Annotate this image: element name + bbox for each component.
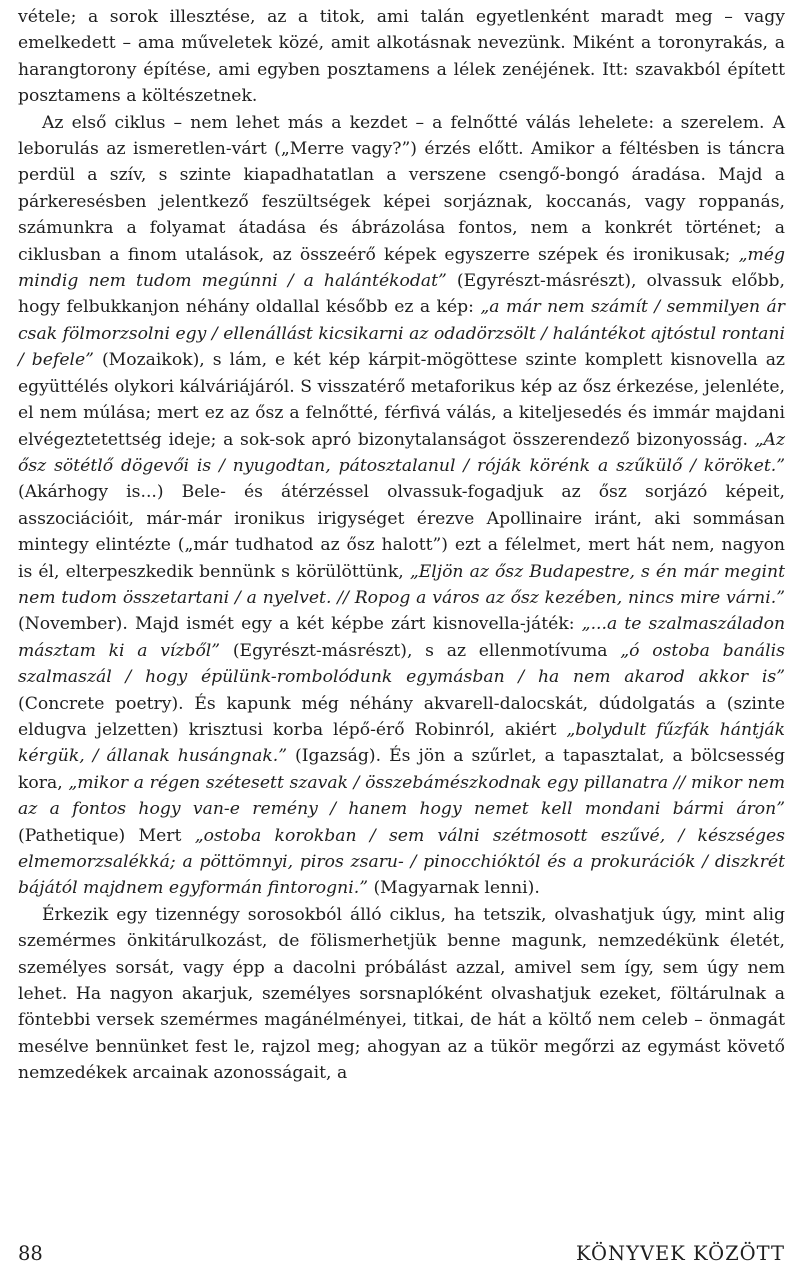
text-run: vétele; a sorok illesztése, az a titok, ami talán egyetlenként maradt meg – vagy emelkedett – ama műveletek közé, amit alkotásnak nevezünk. Miként a toronyrakás, a harangtorony építése, ami egyben posztamens a lélek zenéjének. Itt: szavakból épített posztamens a költészetnek. (18, 7, 785, 107)
text-run: (Egyrészt-másrészt), olvassuk előbb, hogy felbukkanjon néhány oldallal később ez a kép: (18, 271, 785, 318)
quotation-italic: „ostoba korokban / sem válni szétmosott eszűvé, / készséges elmemorzsalékká; a pöttömnyi, piros zsaru- / pinocchióktól és a prokurációk / diszkrét bájától majdnem egyformán fintorogni.” (18, 825, 785, 899)
quotation-italic: „a már nem számít / semmilyen ár csak fölmorzsolni egy / ellenállást kicsikarni az odadörzsölt / halántékot ajtóstul rontani / befele” (18, 297, 786, 371)
quotation-italic: „mikor a régen szétesett szavak / összebámészkodnak egy pillanatra // mikor nem az a fontos hogy van-e remény / hanem hogy nemet kell mondani bármi áron” (18, 772, 785, 820)
text-run: (Pathetique) Mert (18, 825, 195, 846)
text-run: Az első ciklus – nem lehet más a kezdet – a felnőtté válás lehelete: a szerelem. A leborulás az ismeretlen-várt („Merre vagy?”) érzés előtt. Amikor a féltésben is táncra perdül a szív, s szinte kiapadhatatlan a verszene csengő-bongó áradása. Majd a párkeresésben jelentkező feszültségek képei sorjáznak, koccanás, vagy roppanás, számunkra a folyamat átadása és ábrázolása fontos, nem a konkrét történet; a ciklusban a finom utalások, az összeérő képek egyszerre szépek és ironikusak; (18, 112, 785, 265)
text-run: (Mozaikok), s lám, e két kép kárpit-mögöttese szinte komplett kisnovella az együttélés olykori kálváriájáról. S visszatérő metaforikus kép az ősz érkezése, jelenléte, el nem múlása; mert ez az ősz a felnőtté, férfivá válás, a kiteljesedés és immár majdani elvégeztetettség ideje; a sok-sok apró bizonytalanságot összerendező bizonyosság. (18, 350, 785, 450)
article-body (18, 4, 785, 1087)
paragraph-2 (18, 110, 785, 902)
text-run: Érkezik egy tizennégy sorosokból álló ciklus, ha tetszik, olvashatjuk úgy, mint alig szemérmes önkitárulkozást, de fölismerhetjük benne magunk, nemzedékünk életét, személyes sorsát, vagy épp a dacolni próbálást azzal, amivel sem így, sem úgy nem lehet. Ha nagyon akarjuk, személyes sorsnaplóként olvashatjuk ezeket, föltárulnak a föntebbi versek szemérmes magánélményei, titkai, de hát a költő nem celeb – önmagát mesélve bennünket fest le, rajzol meg; ahogyan az a tükör megőrzi az egymást követő nemzedékek arcainak azonosságait, a (18, 904, 785, 1084)
quotation-italic: „ó ostoba banális szalmaszál / hogy épülünk-rombolódunk egymásban / ha nem akarod akkor is” (18, 640, 785, 688)
quotation-italic: „Eljön az ősz Budapestre, s én már megint nem tudom összetartani / a nyelvet. // Ropog a város az ősz kezében, nincs mire várni.” (18, 561, 786, 608)
text-run: (Magyarnak lenni). (367, 878, 540, 899)
text-run: (Igazság). És jön a szűrlet, a tapasztalat, a bölcsesség kora, (18, 746, 786, 793)
text-run: (November). Majd ismét egy a két képbe zárt kisnovella-játék: (18, 614, 582, 635)
paragraph-1 (18, 4, 785, 110)
text-run: (Akárhogy is...) Bele- és átérzéssel olvassuk-fogadjuk az ősz sorjázó képeit, asszociációit, már-már ironikus irigységet érezve Apollinaire iránt, aki sommásan mintegy elintézte („már tudhatod az ősz halott”) ezt a félelmet, mert hát nem, nagyon is él, elterpeszkedik bennünk s körülöttünk, (18, 482, 785, 582)
text-run: (Egyrészt-másrészt), s az ellenmotívuma (220, 640, 621, 661)
paragraph-3 (18, 902, 785, 1087)
quotation-italic: „Az ősz sötétlő dögevői is / nyugodtan, pátosztalanul / róják körénk a szűkülő / köröket.” (18, 429, 785, 476)
quotation-italic: „még mindig nem tudom megúnni / a halántékodat” (18, 244, 785, 292)
quotation-italic: „bolydult fűzfák hántják kérgük, / állanak husángnak.” (18, 719, 785, 767)
quotation-italic: „...a te szalmaszáladon másztam ki a vízből” (18, 614, 786, 661)
text-run: (Concrete poetry). És kapunk még néhány akvarell-dalocskát, dúdolgatás a (szinte eldugva jelzetten) krisztusi korba lépő-érő Robinról, akiért (18, 693, 785, 740)
page-number: 88 (18, 1242, 43, 1265)
running-title: KÖNYVEK KÖZÖTT (576, 1242, 785, 1265)
